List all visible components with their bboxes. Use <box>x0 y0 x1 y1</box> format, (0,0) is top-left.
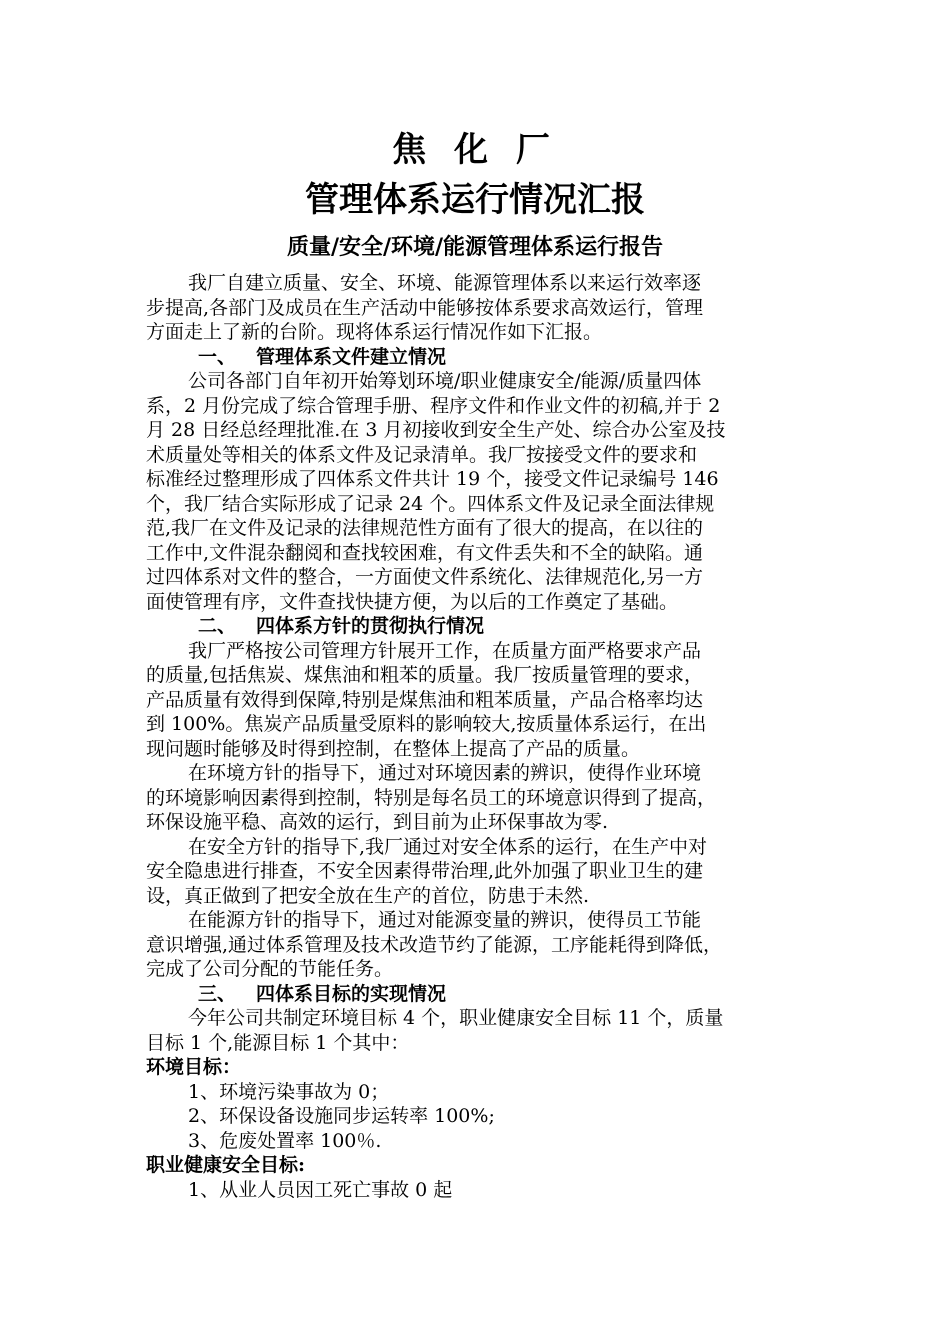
paragraph-line: 公司各部门自年初开始筹划环境/职业健康安全/能源/质量四体 <box>188 370 702 392</box>
section-heading <box>146 345 809 370</box>
paragraph-line: 工作中,文件混杂翻阅和查找较困难，有文件丢失和不全的缺陷。通 <box>146 541 704 564</box>
section-heading-text: 管理体系文件建立情况 <box>256 345 447 368</box>
paragraph-line: 我厂严格按公司管理方针展开工作，在质量方面严格要求产品 <box>188 639 702 662</box>
paragraph-line: 今年公司共制定环境目标 4 个，职业健康安全目标 11 个，质量 <box>188 1007 724 1029</box>
paragraph-line: 目标 1 个,能源目标 1 个其中： <box>146 1031 410 1054</box>
section-heading <box>146 982 809 1007</box>
paragraph-line: 的质量,包括焦炭、煤焦油和粗苯的质量。我厂按质量管理的要求， <box>146 664 704 686</box>
list-item: 3、危废处置率 100％. <box>188 1129 382 1152</box>
report-subtitle: 质量/安全/环境/能源管理体系运行报告 <box>286 234 664 260</box>
paragraph-line: 安全隐患进行排查，不安全因素得带治理,此外加强了职业卫生的建 <box>146 860 704 882</box>
section-heading <box>146 614 809 639</box>
paragraph-line: 范,我厂在文件及记录的法律规范性方面有了很大的提高，在以往的 <box>146 517 704 539</box>
paragraph-line: 方面走上了新的台阶。现将体系运行情况作如下汇报。 <box>146 321 603 343</box>
section-number: 三、 <box>198 982 237 1005</box>
paragraph-line: 环保设施平稳、高效的运行，到目前为止环保事故为零. <box>146 811 609 833</box>
paragraph-line: 在能源方针的指导下，通过对能源变量的辨识，使得员工节能 <box>188 909 702 931</box>
paragraph-line: 产品质量有效得到保障,特别是煤焦油和粗苯质量，产品合格率均达 <box>146 688 704 711</box>
paragraph-line: 月 28 日经总经理批准.在 3 月初接收到安全生产处、综合办公室及技 <box>146 419 726 441</box>
section-number: 二、 <box>198 615 237 637</box>
document-body <box>146 271 809 1202</box>
list-item: 1、从业人员因工死亡事故 0 起 <box>188 1178 453 1201</box>
paragraph-line: 在安全方针的指导下,我厂通过对安全体系的运行，在生产中对 <box>188 835 708 858</box>
list-item: 2、环保设备设施同步运转率 100%; <box>188 1105 495 1127</box>
paragraph-line: 标准经过整理形成了四体系文件共计 19 个，接受文件记录编号 146 <box>146 468 719 490</box>
report-title: 管理体系运行情况汇报 <box>305 180 645 220</box>
paragraph-line: 我厂自建立质量、安全、环境、能源管理体系以来运行效率逐 <box>188 272 702 294</box>
paragraph-line: 术质量处等相关的体系文件及记录清单。我厂按接受文件的要求和 <box>146 443 698 466</box>
paragraph-line: 在环境方针的指导下，通过对环境因素的辨识，使得作业环境 <box>188 762 702 784</box>
section-heading-text: 四体系目标的实现情况 <box>256 982 447 1005</box>
factory-title: 焦 化 厂 <box>392 130 558 170</box>
paragraph-line: 过四体系对文件的整合，一方面使文件系统化、法律规范化,另一方 <box>146 566 704 588</box>
list-item: 1、环境污染事故为 0； <box>188 1080 390 1103</box>
paragraph-line: 完成了公司分配的节能任务。 <box>146 958 394 980</box>
paragraph-line: 到 100%。焦炭产品质量受原料的影响较大,按质量体系运行，在出 <box>146 713 707 735</box>
paragraph-line: 面使管理有序，文件查找快捷方便，为以后的工作奠定了基础。 <box>146 590 679 613</box>
section-heading-text: 四体系方针的贯彻执行情况 <box>256 615 485 637</box>
paragraph-line: 设，真正做到了把安全放在生产的首位，防患于未然. <box>146 884 590 907</box>
section-number: 一、 <box>198 345 237 368</box>
paragraph-line: 系，2 月份完成了综合管理手册、程序文件和作业文件的初稿,并于 2 <box>146 394 721 417</box>
paragraph-line: 的环境影响因素得到控制，特别是每名员工的环境意识得到了提高， <box>146 786 717 809</box>
paragraph-line: 意识增强,通过体系管理及技术改造节约了能源，工序能耗得到降低， <box>146 933 723 956</box>
subheading: 职业健康安全目标: <box>146 1154 306 1176</box>
paragraph-line: 个，我厂结合实际形成了记录 24 个。四体系文件及记录全面法律规 <box>146 492 715 515</box>
paragraph-line: 现问题时能够及时得到控制，在整体上提高了产品的质量。 <box>146 737 641 760</box>
paragraph-line: 步提高,各部门及成员在生产活动中能够按体系要求高效运行，管理 <box>146 296 704 319</box>
subheading: 环境目标： <box>146 1056 242 1078</box>
